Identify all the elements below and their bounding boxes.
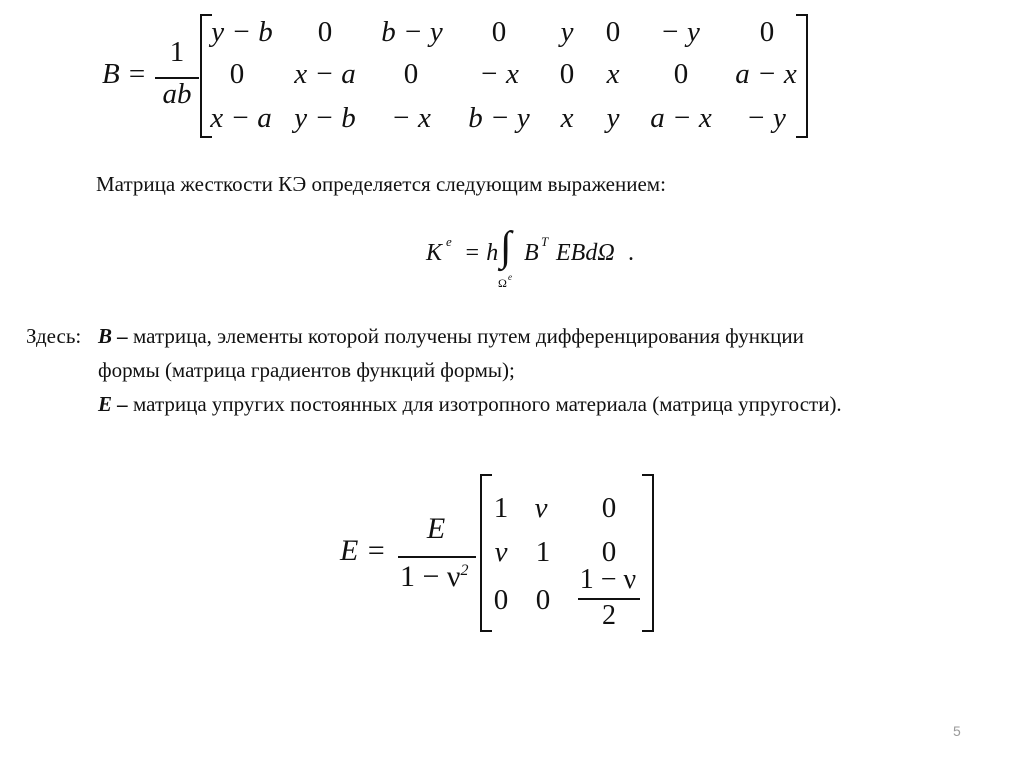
- matrix-b-cell: 0: [317, 16, 333, 48]
- matrix-b-lhs: B =: [102, 58, 147, 90]
- matrix-b-cell: 0: [759, 16, 775, 48]
- matrix-e-cell: 1: [535, 536, 551, 568]
- definition-b: [98, 324, 804, 349]
- integrand-b: B: [524, 240, 539, 266]
- matrix-b-cell: x − a: [294, 58, 356, 90]
- stiffness-formula: [0, 220, 1024, 300]
- matrix-b-coef-denominator: ab: [162, 78, 192, 110]
- matrix-b-cell: 0: [559, 58, 575, 90]
- matrix-e-coef-numerator: E: [426, 512, 446, 545]
- page-number: 5: [953, 723, 961, 739]
- matrix-b-cell: − y: [660, 16, 700, 48]
- stiffness-equals-h: = h: [464, 240, 499, 266]
- matrix-b-cell: 0: [605, 16, 621, 48]
- matrix-e-left-bracket-top: [480, 474, 492, 476]
- matrix-b-cell: x: [606, 58, 620, 90]
- matrix-b-cell: b − y: [468, 102, 530, 134]
- matrix-e-cell: 0: [601, 492, 617, 524]
- matrix-e-left-bracket: [480, 474, 482, 632]
- stiffness-lhs-superscript: e: [446, 234, 452, 249]
- matrix-b-left-bracket-bottom: [200, 136, 212, 138]
- definition-e-symbol: E –: [98, 392, 128, 416]
- integral-sign: ∫: [500, 224, 512, 270]
- matrix-b-cell: 0: [491, 16, 507, 48]
- matrix-e-coef-denominator: [400, 560, 468, 594]
- definition-b-continuation: формы (матрица градиентов функций формы);: [98, 358, 515, 382]
- stiffness-lhs: K: [426, 240, 443, 266]
- matrix-b-cell: 0: [403, 58, 419, 90]
- integrand-b-superscript: T: [541, 234, 549, 249]
- integrand-rest: EBdΩ: [556, 240, 615, 266]
- matrix-e-lhs: E =: [340, 534, 387, 567]
- matrix-e-fraction-line: [398, 556, 476, 558]
- matrix-b-right-bracket-bottom: [796, 136, 808, 138]
- matrix-b-coef-numerator: 1: [169, 36, 185, 68]
- definition-e-text: матрица упругих постоянных для изотропного материала (матрица упругости).: [133, 392, 842, 416]
- matrix-b-cell: y: [560, 16, 574, 48]
- matrix-e-cell: ν: [494, 536, 508, 568]
- matrix-b-cell: − y: [746, 102, 786, 134]
- matrix-b-right-bracket-top: [796, 14, 808, 16]
- matrix-b-cell: 0: [673, 58, 689, 90]
- matrix-e-coef-denominator-base: 1 − ν: [400, 560, 461, 593]
- matrix-b-left-bracket: [200, 14, 202, 138]
- matrix-b-cell: x − a: [210, 102, 272, 134]
- matrix-b-cell: a − x: [650, 102, 712, 134]
- stiffness-intro-text: Матрица жесткости КЭ определяется следующим выражением:: [96, 172, 666, 196]
- matrix-b-cell: x: [560, 102, 574, 134]
- matrix-b-cell: − x: [391, 102, 431, 134]
- matrix-b-cell: 0: [229, 58, 245, 90]
- definition-b-symbol: B –: [98, 324, 128, 348]
- matrix-b-cell: y − b: [211, 16, 273, 48]
- matrix-e-right-bracket-top: [642, 474, 654, 476]
- matrix-e-cell: 0: [601, 536, 617, 568]
- matrix-e-cell-fraction-denominator: 2: [602, 600, 616, 631]
- matrix-b-cell: a − x: [735, 58, 797, 90]
- matrix-b-equation: [0, 0, 1024, 160]
- definition-b-text: матрица, элементы которой получены путем дифференцирования функции: [133, 324, 804, 348]
- matrix-e-equation: [0, 460, 1024, 660]
- stiffness-formula-period: .: [628, 240, 634, 266]
- integral-domain-superscript: e: [508, 272, 512, 282]
- matrix-b-cell: b − y: [381, 16, 443, 48]
- definition-e: [98, 392, 842, 417]
- matrix-e-right-bracket: [652, 474, 654, 632]
- matrix-e-right-bracket-bottom: [642, 630, 654, 632]
- matrix-b-cell: − x: [479, 58, 519, 90]
- here-label: Здесь:: [26, 324, 82, 348]
- matrix-b-right-bracket: [806, 14, 808, 138]
- matrix-e-cell: 0: [535, 584, 551, 616]
- integral-domain: Ω: [498, 276, 507, 290]
- matrix-b-cell: y: [606, 102, 620, 134]
- matrix-e-cell: 1: [493, 492, 509, 524]
- matrix-e-cell: 0: [493, 584, 509, 616]
- matrix-b-cell: y − b: [294, 102, 356, 134]
- matrix-e-cell-fraction-numerator: 1 − ν: [579, 564, 637, 595]
- matrix-e-coef-denominator-superscript: 2: [460, 562, 469, 579]
- matrix-e-cell: ν: [534, 492, 548, 524]
- matrix-e-left-bracket-bottom: [480, 630, 492, 632]
